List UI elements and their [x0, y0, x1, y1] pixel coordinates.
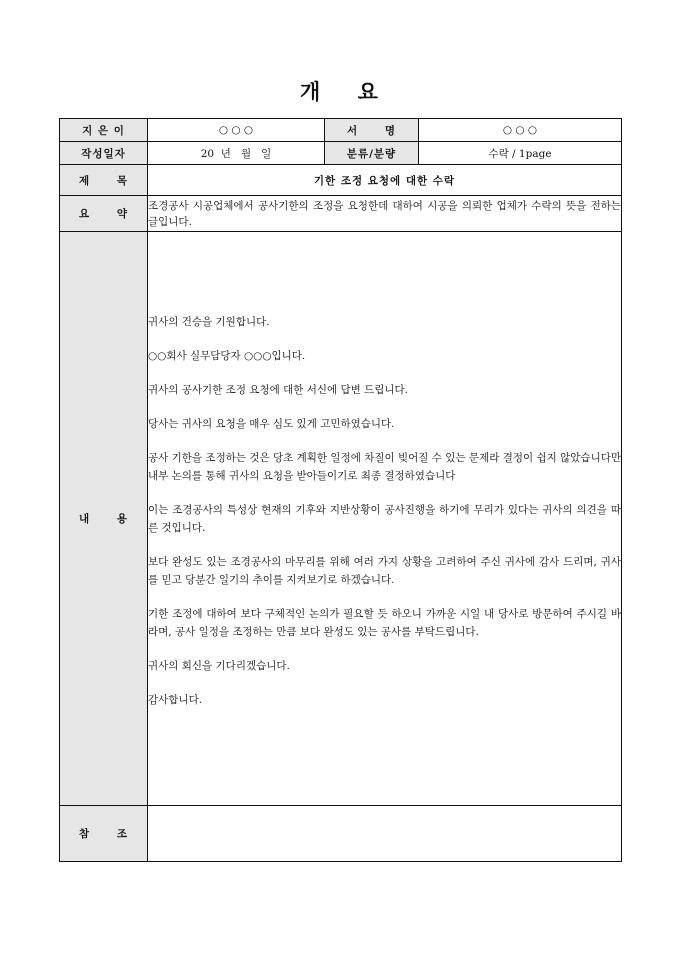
sign-value: ○ ○ ○: [419, 119, 622, 142]
content-paragraph: 이는 조경공사의 특성상 현재의 기후와 지반상황이 공사진행을 하기에 무리가 있다는 귀사의 의견을 따른 것입니다.: [148, 503, 621, 534]
date-row: [60, 142, 622, 165]
content-body: [148, 232, 622, 806]
summary-label: 요 약: [60, 196, 148, 232]
date-value: 20 년 월 일: [148, 142, 325, 165]
content-paragraph: ○○회사 실무담당자 ○○○입니다.: [148, 349, 306, 362]
category-label: 분류/분량: [325, 142, 419, 165]
content-paragraph: 당사는 귀사의 요청을 매우 심도 있게 고민하였습니다.: [148, 417, 395, 430]
reference-value: [148, 806, 622, 862]
title-label: 제 목: [60, 165, 148, 196]
category-value: 수락 / 1page: [419, 142, 622, 165]
author-label: 지 은 이: [60, 119, 148, 142]
author-row: [60, 119, 622, 142]
date-label: 작성일자: [60, 142, 148, 165]
content-paragraph: 보다 완성도 있는 조경공사의 마무리를 위해 여러 가지 상황을 고려하여 주신 귀사에 감사 드리며, 귀사를 믿고 당분간 일기의 추이를 지켜보기로 하겠습니다.: [148, 555, 621, 586]
content-label: 내 용: [60, 232, 148, 806]
reference-row: [60, 806, 622, 862]
page-title: 개 요: [300, 79, 380, 104]
summary-row: [60, 196, 622, 232]
content-paragraph: 감사합니다.: [148, 693, 203, 706]
document-form-table: [59, 118, 622, 862]
summary-text: 조경공사 시공업체에서 공사기한의 조정을 요청한데 대하여 시공을 의뢰한 업체가 수락의 뜻을 전하는 글입니다.: [148, 196, 622, 232]
content-paragraph: 기한 조정에 대하여 보다 구체적인 논의가 필요할 듯 하오니 가까운 시일 내 당사로 방문하여 주시길 바라며, 공사 일정을 조정하는 만큼 보다 완성도 있는 공사를 부탁드립니다.: [148, 607, 621, 638]
title-row: [60, 165, 622, 196]
content-row: [60, 232, 622, 806]
sign-label: 서 명: [325, 119, 419, 142]
document-title: 기한 조정 요청에 대한 수락: [148, 165, 622, 196]
content-paragraph: 귀사의 회신을 기다리겠습니다.: [148, 659, 290, 672]
content-paragraph: 귀사의 건승을 기원합니다.: [148, 315, 270, 328]
content-paragraph: 공사 기한을 조정하는 것은 당초 계획한 일정에 차질이 빚어질 수 있는 문제라 결정이 쉽지 않았습니다만 내부 논의를 통해 귀사의 요청을 받아들이기로 최종 결정하였습니다: [148, 451, 621, 482]
content-paragraph: 귀사의 공사기한 조정 요청에 대한 서신에 답변 드립니다.: [148, 383, 408, 396]
author-value: ○ ○ ○: [148, 119, 325, 142]
reference-label: 참 조: [60, 806, 148, 862]
